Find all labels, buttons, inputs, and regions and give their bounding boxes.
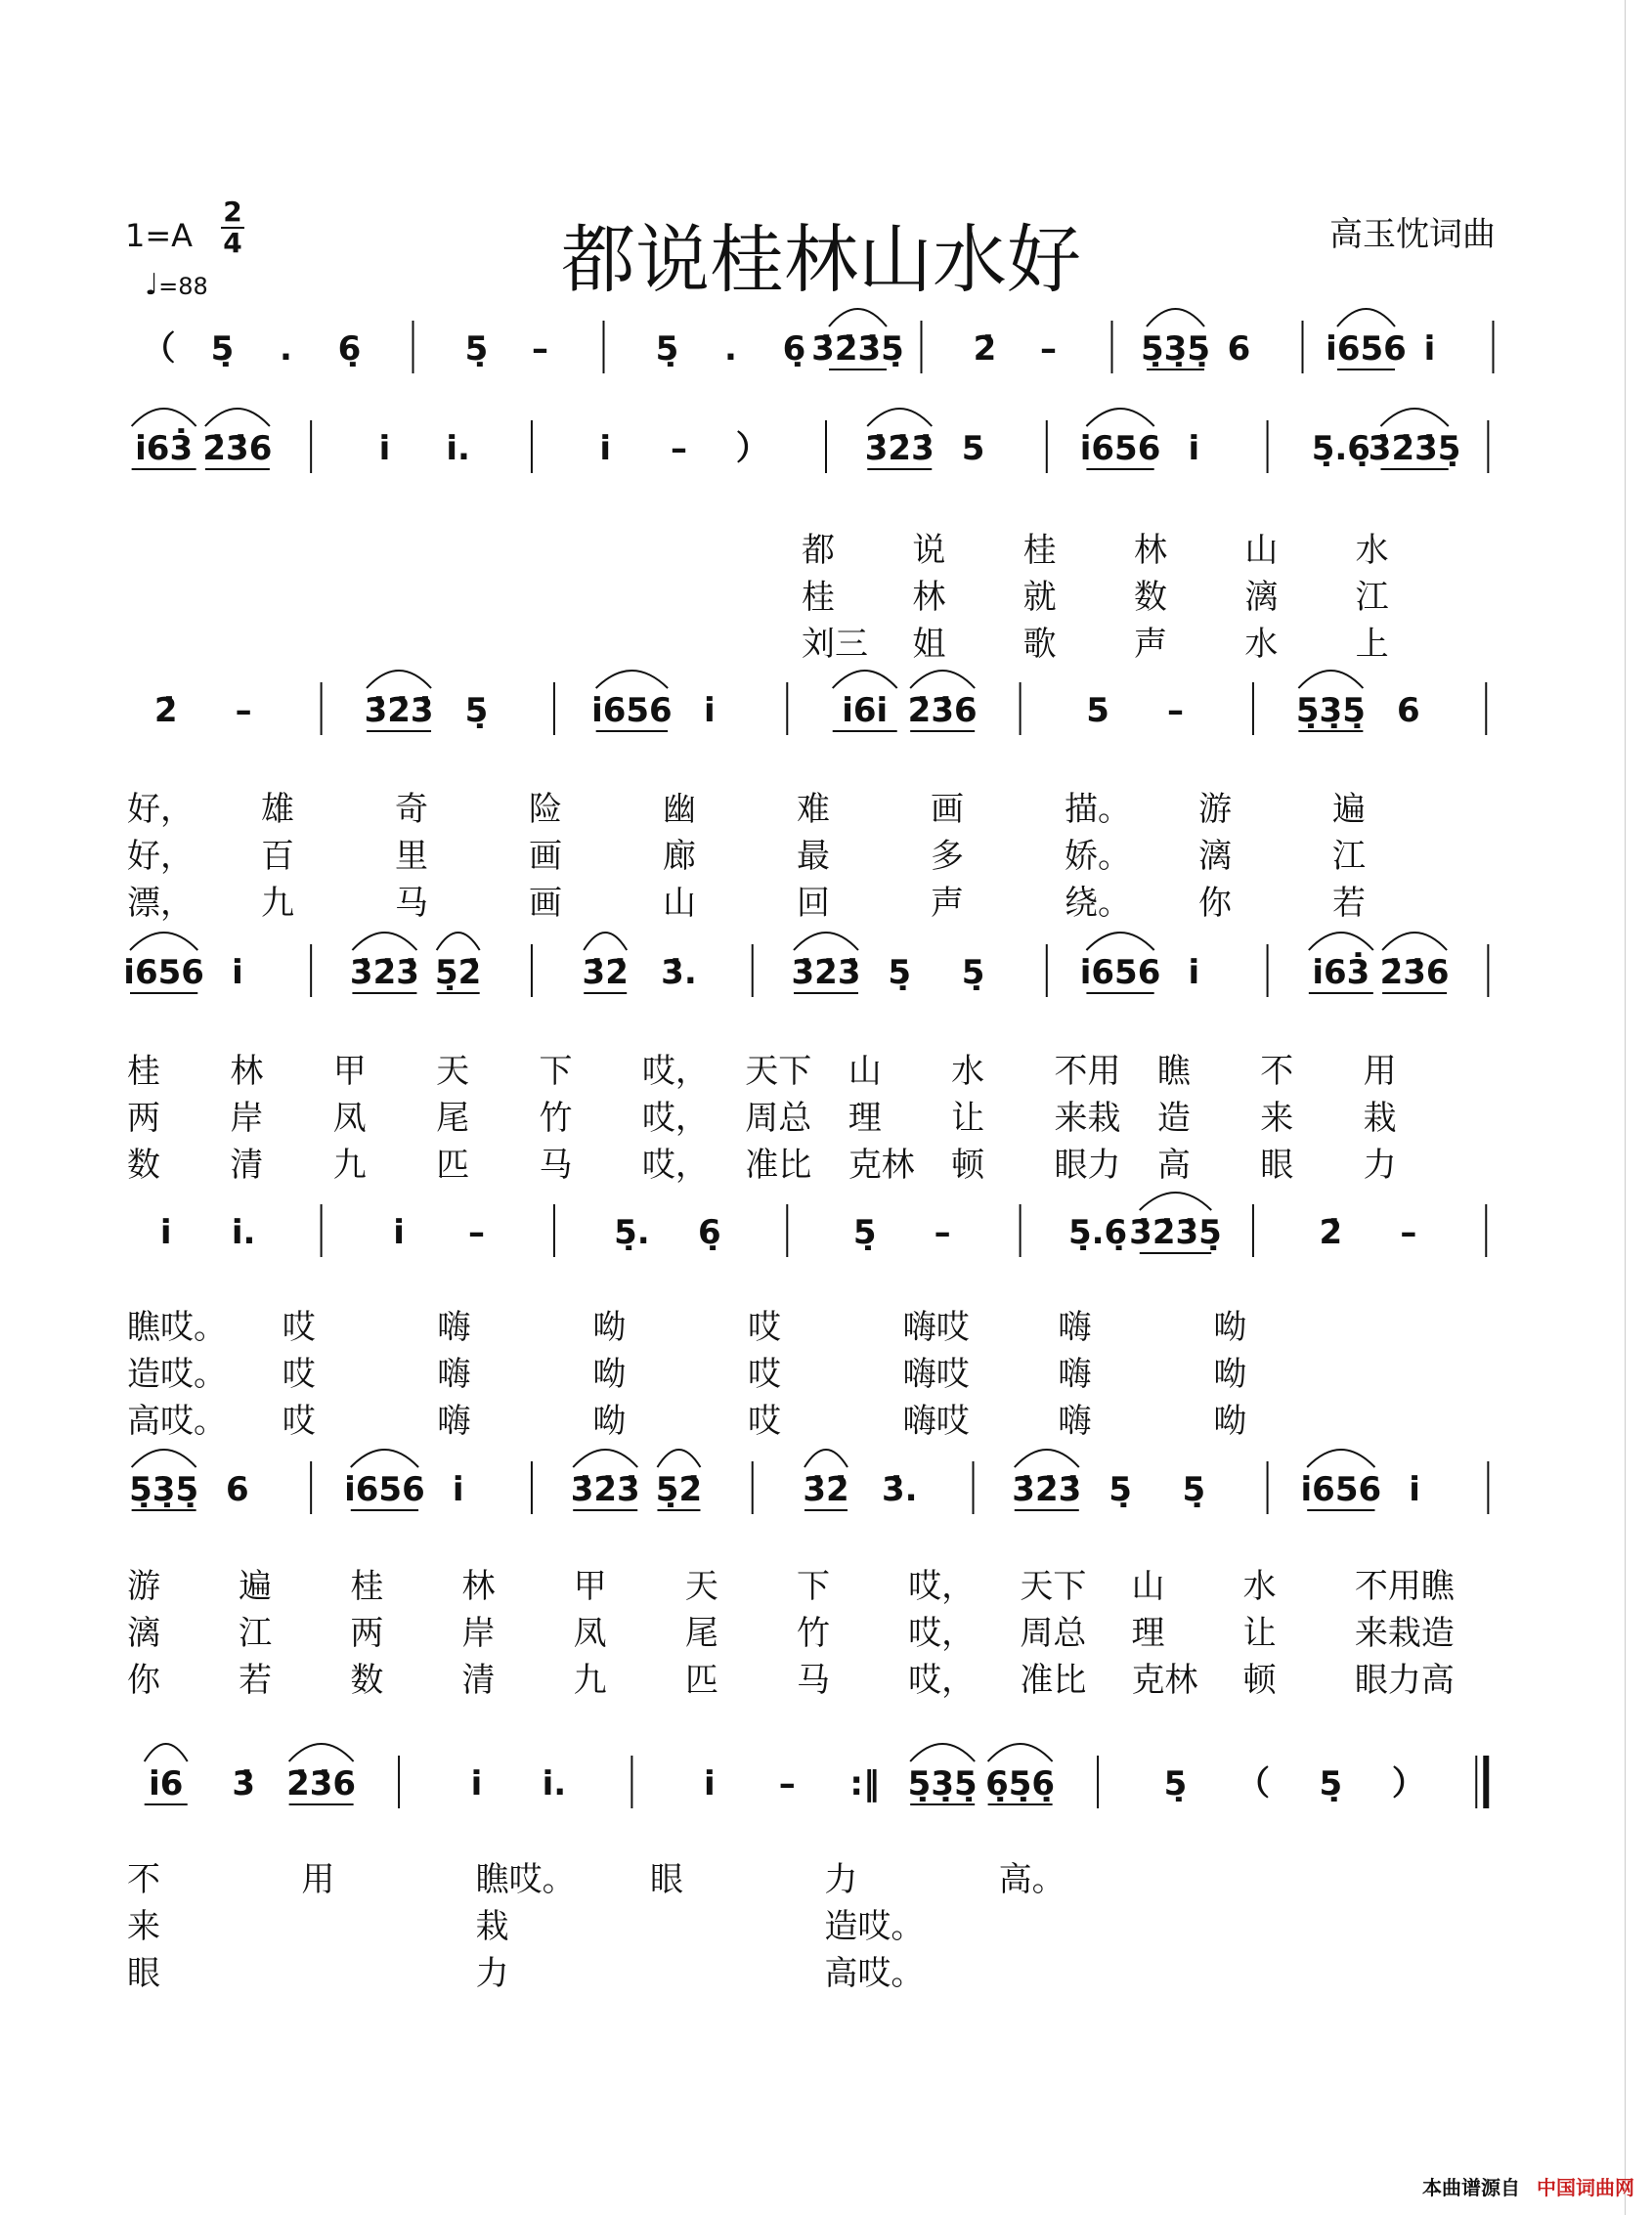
- lyric-word: 江: [1355, 578, 1389, 617]
- lyric-word: 奇: [395, 790, 428, 829]
- lyric-word: 哎，: [908, 1661, 976, 1700]
- lyric-word: 画: [529, 837, 562, 876]
- note: 5̣: [210, 329, 235, 369]
- lyric-word: 清: [461, 1661, 496, 1700]
- note: i̇: [1188, 953, 1200, 992]
- lyric-word: 难: [797, 790, 830, 829]
- lyric-word: 漓: [1244, 578, 1279, 617]
- note: i̇63̇: [1312, 953, 1370, 992]
- note: 3̇2̇: [803, 1470, 849, 1509]
- lyric-word: 让: [1242, 1614, 1277, 1653]
- lyric-word: 山: [663, 884, 696, 923]
- lyric-word: 都: [802, 531, 835, 570]
- note: i̇6: [149, 1764, 184, 1803]
- lyric-word: 最: [797, 837, 830, 876]
- lyric-word: 顿: [1242, 1661, 1277, 1700]
- note: 3̇2̇3̇: [791, 953, 861, 992]
- lyric-word: 哎: [748, 1355, 781, 1394]
- lyric-word: 好，: [127, 790, 194, 829]
- lyric-word: 天: [684, 1567, 718, 1606]
- lyric-word: 林: [230, 1052, 264, 1091]
- lyric-word: 准比: [1020, 1661, 1087, 1700]
- lyric-word: 来: [1260, 1099, 1294, 1138]
- lyric-word: 幽: [663, 790, 696, 829]
- lyric-word: 刘三: [802, 625, 868, 664]
- note: 5̣2̇: [435, 953, 482, 992]
- lyric-word: 哎，: [908, 1567, 976, 1606]
- lyric-word: 尾: [436, 1099, 470, 1138]
- lyric-word: 画: [931, 790, 964, 829]
- note: 5̣3̣5̣: [129, 1470, 199, 1509]
- lyric-word: 江: [1332, 837, 1366, 876]
- note: i̇: [599, 429, 612, 468]
- tempo-value: =88: [158, 273, 208, 300]
- note: i̇.: [231, 1213, 256, 1252]
- time-bottom: 4: [221, 227, 244, 258]
- note: 5̣.6̣: [1067, 1213, 1128, 1252]
- note: 5̣: [1109, 1470, 1132, 1509]
- lyric-word: 让: [951, 1099, 985, 1138]
- note: 3̇2̇3̇: [864, 429, 935, 468]
- footer-source: 本曲谱源自: [1422, 2176, 1520, 2199]
- lyric-word: 山: [848, 1052, 882, 1091]
- lyric-word: 歌: [1022, 625, 1057, 664]
- lyric-word: 顿: [951, 1146, 985, 1185]
- note: i̇.: [446, 429, 470, 468]
- note: –: [670, 429, 687, 468]
- lyric-word: 若: [1332, 884, 1366, 923]
- lyric-word: 里: [395, 837, 428, 876]
- lyric-word: 漂，: [127, 884, 194, 923]
- note: 5̣: [1163, 1764, 1188, 1803]
- lyric-word: 哎: [282, 1402, 316, 1441]
- note: 5̣: [464, 691, 489, 730]
- lyric-word: 力: [1363, 1146, 1397, 1185]
- lyric-word: 桂: [802, 578, 835, 617]
- lyric-word: 瞧哎。: [475, 1860, 576, 1899]
- lyric-word: 江: [239, 1614, 273, 1653]
- note: :‖: [849, 1764, 881, 1803]
- note: （: [1236, 1764, 1270, 1803]
- lyric-word: 哎: [282, 1355, 316, 1394]
- lyric-word: 桂: [1022, 531, 1057, 570]
- note: i̇656: [1079, 429, 1161, 468]
- lyric-word: 你: [1198, 884, 1232, 923]
- note: 6̣: [697, 1213, 721, 1252]
- lyric-word: 九: [573, 1661, 607, 1700]
- note: 2̇3̇6: [202, 429, 273, 468]
- lyric-word: 就: [1022, 578, 1057, 617]
- lyric-word: 天下: [745, 1052, 812, 1091]
- lyric-word: 嗨哎: [902, 1402, 970, 1441]
- lyric-word: 遍: [1332, 790, 1366, 829]
- lyric-word: 竹: [539, 1099, 573, 1138]
- lyric-word: 周总: [1020, 1614, 1087, 1653]
- note: 2̇: [1319, 1213, 1343, 1252]
- lyric-word: 天下: [1020, 1567, 1087, 1606]
- note: 5̣2̇: [655, 1470, 703, 1509]
- lyric-word: 水: [1244, 625, 1279, 664]
- lyric-word: 造哎。: [824, 1907, 925, 1946]
- note: 3̇2̇3̇5̣: [1368, 429, 1461, 468]
- lyric-word: 周总: [745, 1099, 812, 1138]
- lyric-word: 嗨哎: [902, 1308, 970, 1347]
- lyric-word: 哎: [748, 1308, 781, 1347]
- lyric-word: 游: [1198, 790, 1232, 829]
- lyric-word: 声: [931, 884, 964, 923]
- lyric-word: 来栽: [1054, 1099, 1121, 1138]
- note: –: [468, 1213, 485, 1252]
- note: –: [1400, 1213, 1417, 1252]
- lyric-word: 凤: [332, 1099, 367, 1138]
- note: i̇: [393, 1213, 405, 1252]
- lyric-word: 林: [912, 578, 946, 617]
- note: i̇656: [344, 1470, 425, 1509]
- lyric-word: 九: [332, 1146, 367, 1185]
- lyric-word: 甲: [332, 1052, 367, 1091]
- lyric-word: 来栽造: [1354, 1614, 1455, 1653]
- note: –: [1040, 329, 1057, 369]
- lyric-word: 竹: [797, 1614, 830, 1653]
- lyric-word: 呦: [592, 1308, 627, 1347]
- note: 5̣: [655, 329, 679, 369]
- note: i̇: [378, 429, 391, 468]
- quarter-note-icon: ♩: [145, 268, 159, 302]
- lyric-word: 多: [931, 837, 964, 876]
- note: 3̇2̇3̇: [1012, 1470, 1082, 1509]
- note: 5̣3̣5̣: [1141, 329, 1210, 369]
- note: 2̇3̇6: [907, 691, 978, 730]
- note: 6: [1227, 329, 1251, 369]
- lyric-word: 桂: [350, 1567, 384, 1606]
- lyric-word: 嗨: [437, 1355, 471, 1394]
- lyric-word: 哎，: [641, 1052, 709, 1091]
- lyric-word: 两: [350, 1614, 384, 1653]
- note: 3̇2̇3̇5̣: [1129, 1213, 1222, 1252]
- note: i̇: [704, 1764, 716, 1803]
- note: 5̣: [888, 953, 912, 992]
- composer-credit: 高玉忱词曲: [1329, 215, 1496, 254]
- note: –: [934, 1213, 951, 1252]
- note: 3̇2̇3̇: [364, 691, 434, 730]
- note: 5̣: [852, 1213, 877, 1252]
- lyric-word: 水: [1242, 1567, 1277, 1606]
- lyric-word: 凤: [573, 1614, 607, 1653]
- lyric-word: 准比: [745, 1146, 812, 1185]
- note: ）: [735, 429, 769, 468]
- lyric-word: 瞧哎。: [127, 1308, 227, 1347]
- note: i̇.: [542, 1764, 567, 1803]
- lyric-word: 不用: [1054, 1052, 1121, 1091]
- lyric-word: 上: [1355, 625, 1389, 664]
- lyric-word: 林: [1134, 531, 1167, 570]
- key-signature: 1=A: [125, 217, 194, 254]
- note: 5̣.6̣: [1311, 429, 1370, 468]
- lyric-word: 险: [529, 790, 562, 829]
- note: i̇6i̇: [842, 691, 889, 730]
- lyric-word: 用: [301, 1860, 335, 1899]
- lyric-word: 哎，: [641, 1099, 709, 1138]
- lyric-word: 数: [350, 1661, 384, 1700]
- note: i̇656: [1079, 953, 1161, 992]
- lyric-word: 嗨哎: [902, 1355, 970, 1394]
- lyric-word: 哎，: [641, 1146, 709, 1185]
- note: 5̣: [464, 329, 489, 369]
- lyric-word: 雄: [261, 790, 294, 829]
- lyric-word: 清: [230, 1146, 264, 1185]
- lyric-word: 眼力: [1054, 1146, 1121, 1185]
- note: –: [235, 691, 252, 730]
- lyric-word: 山: [1131, 1567, 1165, 1606]
- lyric-word: 声: [1134, 625, 1167, 664]
- note: 3̇2̇: [582, 953, 629, 992]
- lyric-word: 用: [1363, 1052, 1397, 1091]
- lyric-word: 克林: [848, 1146, 915, 1185]
- note: 2̇3̇6: [1379, 953, 1450, 992]
- page-title: 都说桂林山水好: [561, 216, 1081, 303]
- note: i̇: [470, 1764, 483, 1803]
- note: ）: [1391, 1764, 1425, 1803]
- note: i̇656: [1300, 1470, 1382, 1509]
- note: 5̣: [961, 953, 985, 992]
- lyric-word: 岸: [461, 1614, 496, 1653]
- note: i̇: [704, 691, 716, 730]
- lyric-word: 理: [1131, 1614, 1165, 1653]
- lyric-word: 呦: [592, 1402, 627, 1441]
- note: 3̇: [232, 1764, 256, 1803]
- note: 2̇: [973, 329, 997, 369]
- lyric-word: 游: [127, 1567, 160, 1606]
- lyric-word: 高: [1156, 1146, 1191, 1185]
- lyric-word: 廊: [663, 837, 696, 876]
- lyric-word: 嗨: [1058, 1402, 1092, 1441]
- note: 6̣5̣6̣: [985, 1764, 1056, 1803]
- note: 6̣: [337, 329, 362, 369]
- lyric-word: 山: [1244, 531, 1279, 570]
- lyric-word: 不: [1260, 1052, 1294, 1091]
- note: i̇: [1188, 429, 1200, 468]
- lyric-word: 水: [951, 1052, 985, 1091]
- lyric-word: 马: [395, 884, 428, 923]
- lyric-word: 漓: [1198, 837, 1232, 876]
- footer-site-link[interactable]: 中国词曲网: [1537, 2176, 1634, 2199]
- lyric-word: 眼: [127, 1954, 160, 1993]
- lyric-word: 若: [239, 1661, 273, 1700]
- lyric-word: 娇。: [1065, 837, 1131, 876]
- lyric-word: 眼: [650, 1860, 683, 1899]
- lyric-word: 栽: [1363, 1099, 1397, 1138]
- note: .: [280, 329, 292, 369]
- lyric-word: 遍: [239, 1567, 273, 1606]
- note: 5: [961, 429, 985, 468]
- lyric-word: 呦: [592, 1355, 627, 1394]
- lyric-word: 画: [529, 884, 562, 923]
- lyric-word: 百: [261, 837, 294, 876]
- lyric-word: 栽: [475, 1907, 509, 1946]
- time-top: 2: [223, 195, 242, 228]
- note: 2̇3̇6: [286, 1764, 357, 1803]
- lyric-word: 描。: [1065, 790, 1131, 829]
- lyric-word: 不: [127, 1860, 160, 1899]
- lyric-word: 马: [797, 1661, 830, 1700]
- lyric-word: 尾: [684, 1614, 718, 1653]
- note: 6: [1396, 691, 1420, 730]
- note: 3̇2̇3̇5̣: [811, 329, 904, 369]
- lyric-word: 眼力高: [1354, 1661, 1455, 1700]
- lyric-word: 匹: [684, 1661, 718, 1700]
- note: i̇: [452, 1470, 464, 1509]
- note: 3̇.: [661, 953, 697, 992]
- note: 5: [1086, 691, 1109, 730]
- lyric-word: 瞧: [1156, 1052, 1191, 1091]
- lyric-word: 马: [539, 1146, 573, 1185]
- note: 6̣: [782, 329, 806, 369]
- note: 5̣: [1319, 1764, 1343, 1803]
- note: 3̇2̇3̇: [570, 1470, 640, 1509]
- note: .: [724, 329, 737, 369]
- lyric-word: 绕。: [1065, 884, 1131, 923]
- note: 6: [226, 1470, 249, 1509]
- note: 3̇.: [881, 1470, 918, 1509]
- lyric-word: 造哎。: [127, 1355, 227, 1394]
- lyric-word: 眼: [1260, 1146, 1294, 1185]
- note: 5̣: [1182, 1470, 1206, 1509]
- lyric-word: 理: [848, 1099, 882, 1138]
- note: 5̣3̣5̣: [1295, 691, 1366, 730]
- lyric-word: 桂: [127, 1052, 160, 1091]
- lyric-word: 嗨: [437, 1308, 471, 1347]
- lyric-word: 说: [912, 531, 946, 570]
- lyric-word: 不用瞧: [1354, 1567, 1455, 1606]
- lyric-word: 哎: [282, 1308, 316, 1347]
- lyric-word: 下: [539, 1052, 573, 1091]
- lyric-word: 甲: [573, 1567, 607, 1606]
- lyric-word: 力: [824, 1860, 858, 1899]
- note: 5̣3̣5̣: [907, 1764, 978, 1803]
- lyric-word: 来: [127, 1907, 160, 1946]
- note: –: [1167, 691, 1184, 730]
- note: 3̇2̇3̇: [349, 953, 419, 992]
- lyric-word: 下: [797, 1567, 830, 1606]
- lyric-word: 哎，: [908, 1614, 976, 1653]
- lyric-word: 嗨: [1058, 1355, 1092, 1394]
- note: i̇: [232, 953, 243, 992]
- lyric-word: 好，: [127, 837, 194, 876]
- note: i̇: [1409, 1470, 1420, 1509]
- lyric-word: 高哎。: [824, 1954, 925, 1993]
- lyric-word: 呦: [1213, 1355, 1247, 1394]
- note: i̇656: [123, 953, 204, 992]
- lyric-word: 嗨: [437, 1402, 471, 1441]
- lyric-word: 呦: [1213, 1402, 1247, 1441]
- note: i̇: [1423, 329, 1436, 369]
- lyric-word: 回: [797, 884, 830, 923]
- lyric-word: 数: [1134, 578, 1167, 617]
- lyric-word: 呦: [1213, 1308, 1247, 1347]
- note: i̇: [159, 1213, 172, 1252]
- lyric-word: 两: [127, 1099, 160, 1138]
- lyric-word: 数: [127, 1146, 160, 1185]
- lyric-word: 岸: [230, 1099, 264, 1138]
- lyric-word: 天: [436, 1052, 470, 1091]
- lyric-word: 漓: [127, 1614, 160, 1653]
- note: i̇63̇: [135, 429, 194, 468]
- lyric-word: 姐: [912, 625, 946, 664]
- note: i̇656: [591, 691, 673, 730]
- lyric-word: 克林: [1131, 1661, 1198, 1700]
- note: （: [142, 329, 176, 369]
- lyric-word: 嗨: [1058, 1308, 1092, 1347]
- note: 5̣.: [614, 1213, 650, 1252]
- lyric-word: 高哎。: [127, 1402, 227, 1441]
- lyric-word: 高。: [998, 1860, 1065, 1899]
- lyric-word: 九: [261, 884, 294, 923]
- lyric-word: 造: [1156, 1099, 1191, 1138]
- lyric-word: 哎: [748, 1402, 781, 1441]
- note: 2̇: [153, 691, 178, 730]
- lyric-word: 水: [1355, 531, 1389, 570]
- lyric-word: 你: [127, 1661, 160, 1700]
- lyric-word: 匹: [436, 1146, 470, 1185]
- lyric-word: 力: [475, 1954, 509, 1993]
- note: –: [778, 1764, 796, 1803]
- lyric-word: 林: [461, 1567, 496, 1606]
- note: –: [532, 329, 548, 369]
- note: i̇656: [1326, 329, 1407, 369]
